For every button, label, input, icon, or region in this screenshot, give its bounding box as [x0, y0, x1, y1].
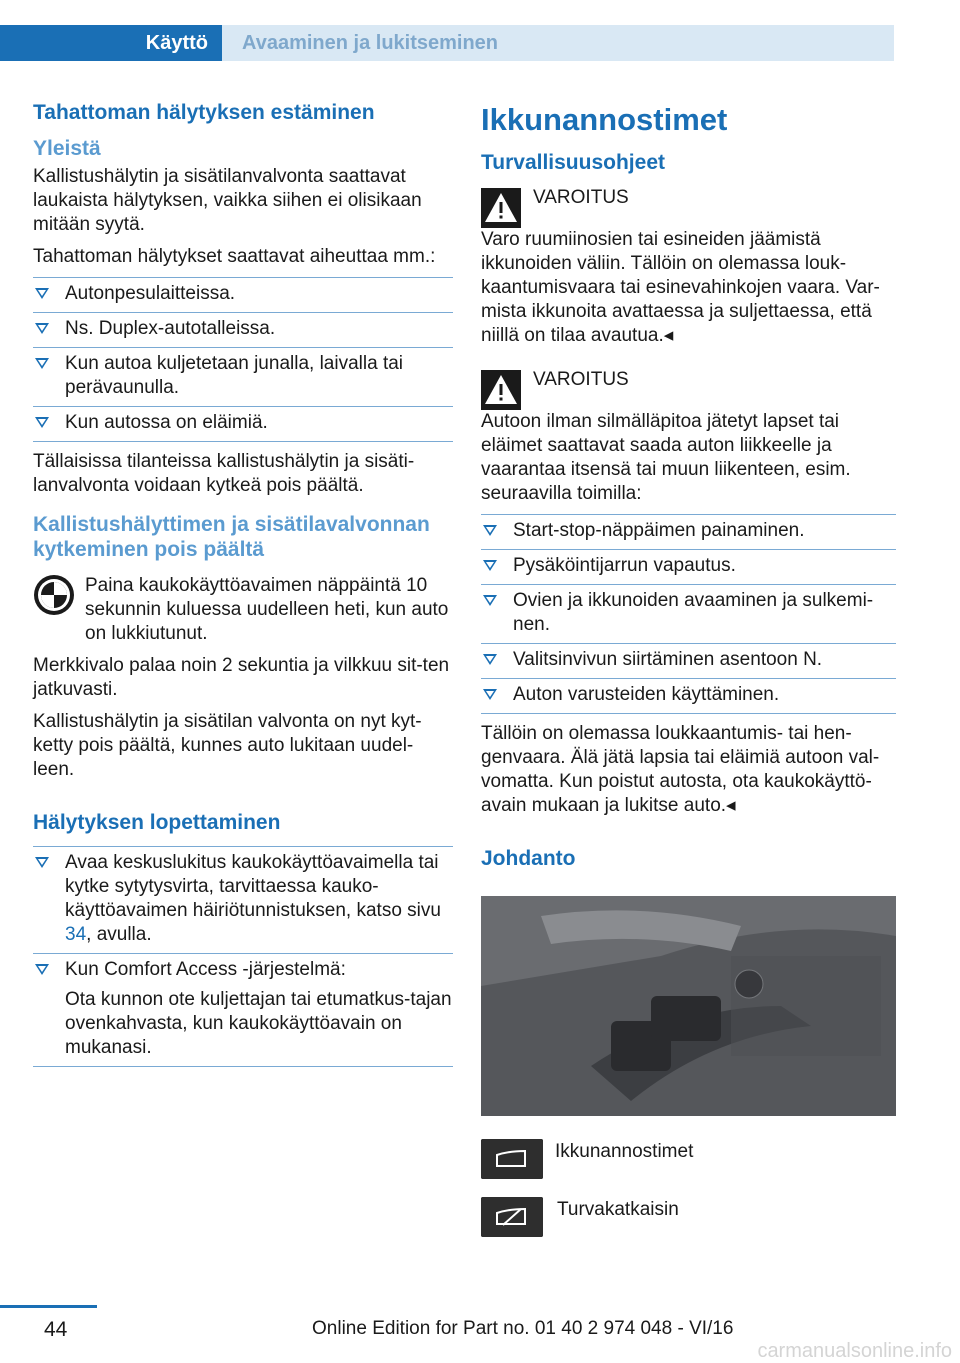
key-instruction [33, 574, 453, 646]
heading-turvallisuusohjeet: Turvallisuusohjeet [481, 151, 665, 174]
bullet-triangle-icon [483, 525, 497, 536]
paragraph: Tällöin on olemassa loukkaantumis- tai hen-genvaara. Älä jätä lapsia tai eläimiä autoon val-vomatta. Kun poistut autosta, ota kaukokäyttö-avain mukaan ja lukitse auto.◂ [481, 723, 880, 816]
warning-icon [481, 370, 521, 410]
tab-kaytto[interactable]: Käyttö [0, 25, 222, 61]
list-item: Pysäköintijarrun vapautus. [481, 550, 896, 585]
warning-text: Autoon ilman silmälläpitoa jätetyt lapset tai eläimet saattavat saada auton liikkeelle ja vaarantaa itsensä tai muun liikenteen, esim. seuraavilla toimilla: [481, 411, 851, 504]
legend-item [481, 1197, 896, 1237]
bullet-triangle-icon [483, 689, 497, 700]
warning-block [481, 186, 896, 228]
bullet-triangle-icon [483, 654, 497, 665]
warning-text: Varo ruumiinosien tai esineiden jäämistä ikkunoiden väliin. Tällöin on olemassa louk-kaantumisvaara tai esinevahinkojen vaara. Var-mista ikkunoita avattaessa ja suljettaessa, että niillä on tilaa avautua.◂ [481, 229, 880, 346]
heading-halytyksen-lopettaminen: Hälytyksen lopettaminen [33, 811, 281, 834]
legend-item [481, 1139, 896, 1179]
list-item: Ovien ja ikkunoiden avaaminen ja sulkemi-nen. [481, 585, 896, 644]
safety-switch-icon [481, 1197, 543, 1237]
list-item: Auton varusteiden käyttäminen. [481, 679, 896, 714]
paragraph: Kallistushälytin ja sisätilanvalvonta saattavat laukaista hälytyksen, vaikka siihen ei olisikaan mitään syytä. [33, 166, 422, 235]
list-item: Start-stop-näppäimen painaminen. [481, 514, 896, 550]
warning-title: VAROITUS [533, 369, 629, 390]
bullet-triangle-icon [35, 288, 49, 299]
bullet-triangle-icon [35, 417, 49, 428]
bullet-triangle-icon [35, 857, 49, 868]
list-item: Avaa keskuslukitus kaukokäyttöavaimella tai kytke sytytysvirta, tarvittaessa kauko-käyttöavaimen häiriötunnistuksen, katso sivu 34, avulla. [33, 846, 453, 954]
legend-label: Ikkunannostimet [555, 1141, 694, 1162]
bullet-triangle-icon [483, 595, 497, 606]
remote-key-icon [33, 574, 75, 616]
page-number: 44 [44, 1318, 68, 1341]
bullet-triangle-icon [35, 323, 49, 334]
heading-ikkunannostimet: Ikkunannostimet [481, 102, 728, 137]
list-item: Kun autoa kuljetetaan junalla, laivalla tai perävaunulla. [33, 348, 453, 407]
list-item: Kun Comfort Access -järjestelmä: Ota kunnon ote kuljettajan tai etumatkus-tajan ovenkahvasta, kun kaukokäyttöavain on mukanasi. [33, 954, 453, 1067]
heading-yleista: Yleistä [33, 137, 101, 160]
watermark: carmanualsonline.info [757, 1340, 952, 1362]
danger-actions-list [481, 514, 896, 714]
warning-block [481, 368, 896, 410]
list-item: Kun autossa on eläimiä. [33, 407, 453, 442]
paragraph: Paina kaukokäyttöavaimen näppäintä 10 sekunnin kuluessa uudelleen heti, kun auto on lukkiutunut. [85, 575, 449, 644]
paragraph: Tahattoman hälytykset saattavat aiheuttaa mm.: [33, 246, 436, 267]
window-switch-photo [481, 896, 896, 1116]
right-column [481, 100, 896, 1255]
bullet-triangle-icon [483, 560, 497, 571]
heading-johdanto: Johdanto [481, 847, 576, 870]
bullet-triangle-icon [35, 964, 49, 975]
header-bar [0, 25, 894, 61]
paragraph: Merkkivalo palaa noin 2 sekuntia ja vilkkuu sit-ten jatkuvasti. [33, 655, 450, 700]
paragraph: Tällaisissa tilanteissa kallistushälytin ja sisäti-lanvalvonta voidaan kytkeä pois päältä. [33, 451, 415, 496]
alarm-causes-list [33, 277, 453, 442]
list-item: Ns. Duplex-autotalleissa. [33, 313, 453, 348]
footer-rule [0, 1305, 97, 1308]
paragraph: Kallistushälytin ja sisätilan valvonta on nyt kyt-ketty pois päältä, kunnes auto lukitaan uudel-leen. [33, 711, 422, 780]
bullet-triangle-icon [35, 358, 49, 369]
warning-title: VAROITUS [533, 187, 629, 208]
left-column [33, 100, 453, 1075]
stop-alarm-list [33, 846, 453, 1067]
window-lifter-icon [481, 1139, 543, 1179]
heading-kallistus: Kallistushälyttimen ja sisätilavalvonnan kytkeminen pois päältä [33, 513, 430, 561]
tab-avaaminen[interactable]: Avaaminen ja lukitseminen [222, 25, 894, 61]
list-item: Valitsinvivun siirtäminen asentoon N. [481, 644, 896, 679]
edition-text: Online Edition for Part no. 01 40 2 974 048 - VI/16 [312, 1318, 734, 1339]
page-link[interactable]: 34 [65, 924, 87, 945]
warning-icon [481, 188, 521, 228]
legend-label: Turvakatkaisin [557, 1199, 679, 1220]
heading-tahattoman: Tahattoman hälytyksen estäminen [33, 101, 375, 124]
list-item: Autonpesulaitteissa. [33, 277, 453, 313]
